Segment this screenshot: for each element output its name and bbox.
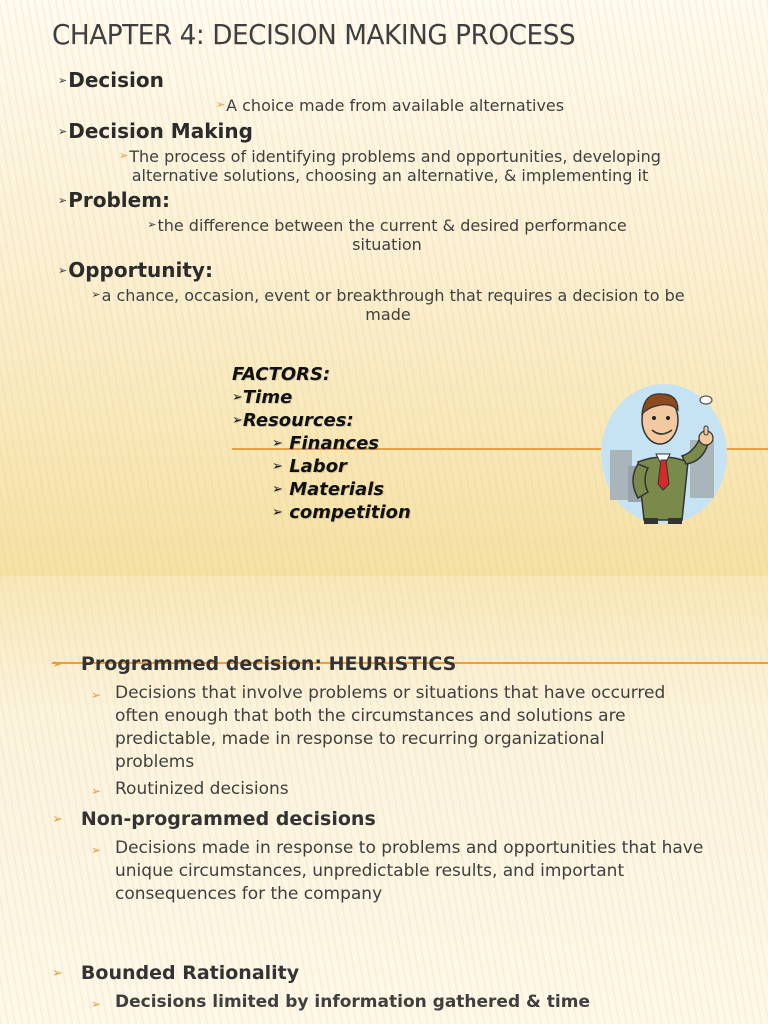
arrow-bullet-icon: ➢	[91, 843, 102, 857]
heading-bounded-rationality: ➢ Bounded Rationality	[52, 962, 300, 984]
resource-labor: ➢ Labor	[272, 456, 347, 477]
heading-non-programmed-decisions: ➢ Non-programmed decisions	[52, 808, 376, 830]
arrow-bullet-icon: ➢	[232, 413, 243, 428]
resource-finances: ➢ Finances	[272, 433, 380, 454]
point-non-programmed-definition: ➢ Decisions made in response to problems and opportunities that have unique circumstances, unpredictable results, and important consequences for the company	[91, 838, 704, 904]
arrow-bullet-icon: ➢	[147, 218, 157, 231]
arrow-bullet-icon: ➢	[215, 98, 226, 111]
point-bounded-rationality: ➢ Decisions limited by information gathered & time	[115, 991, 737, 1014]
arrow-bullet-icon: ➢	[272, 482, 283, 497]
point-routinized-decisions: ➢ Routinized decisions	[115, 778, 675, 801]
arrow-bullet-icon: ➢	[119, 149, 129, 162]
arrow-bullet-icon: ➢	[91, 784, 102, 798]
heading-problem: ➢Problem:	[58, 188, 171, 212]
heading-programmed-decision: ➢ Programmed decision: HEURISTICS	[52, 653, 457, 675]
slide-title: CHAPTER 4: DECISION MAKING PROCESS	[52, 18, 576, 51]
arrow-bullet-icon: ➢	[232, 390, 243, 405]
arrow-bullet-icon: ➢	[91, 288, 101, 301]
arrow-bullet-icon: ➢	[58, 264, 68, 277]
arrow-bullet-icon: ➢	[272, 505, 283, 520]
arrow-bullet-icon: ➢	[58, 125, 68, 138]
heading-opportunity: ➢Opportunity:	[58, 258, 213, 282]
point-programmed-definition: ➢ Decisions that involve problems or situations that have occurred often enough that both the circumstances and solutions are predictable, made in response to recurring organizational problems	[91, 683, 666, 772]
factor-time: ➢Time	[232, 387, 293, 408]
heading-decision-making: ➢Decision Making	[58, 119, 253, 143]
slide-2	[0, 576, 768, 1024]
factors-label: FACTORS:	[232, 364, 331, 385]
arrow-bullet-icon: ➢	[272, 459, 283, 474]
arrow-bullet-icon: ➢	[52, 966, 63, 981]
factor-resources: ➢Resources:	[232, 410, 354, 431]
arrow-bullet-icon: ➢	[58, 194, 68, 207]
arrow-bullet-icon: ➢	[58, 74, 68, 87]
resource-materials: ➢ Materials	[272, 479, 385, 500]
arrow-bullet-icon: ➢	[272, 436, 283, 451]
arrow-bullet-icon: ➢	[52, 657, 63, 672]
detail-opportunity: ➢a chance, occasion, event or breakthrough that requires a decision to be made	[91, 286, 685, 324]
arrow-bullet-icon: ➢	[91, 997, 102, 1011]
factors-block	[232, 363, 411, 524]
businessman-thumbs-up-icon	[598, 380, 730, 528]
resource-competition: ➢ competition	[272, 502, 411, 523]
detail-problem: ➢the difference between the current & desired performance situation	[147, 216, 627, 254]
detail-decision: ➢A choice made from available alternatives	[215, 96, 565, 115]
detail-decision-making: ➢The process of identifying problems and opportunities, developing alternative solutions, choosing an alternative, & implementing it	[119, 147, 661, 185]
heading-decision: ➢Decision	[58, 68, 164, 92]
arrow-bullet-icon: ➢	[91, 688, 102, 702]
arrow-bullet-icon: ➢	[52, 812, 63, 827]
